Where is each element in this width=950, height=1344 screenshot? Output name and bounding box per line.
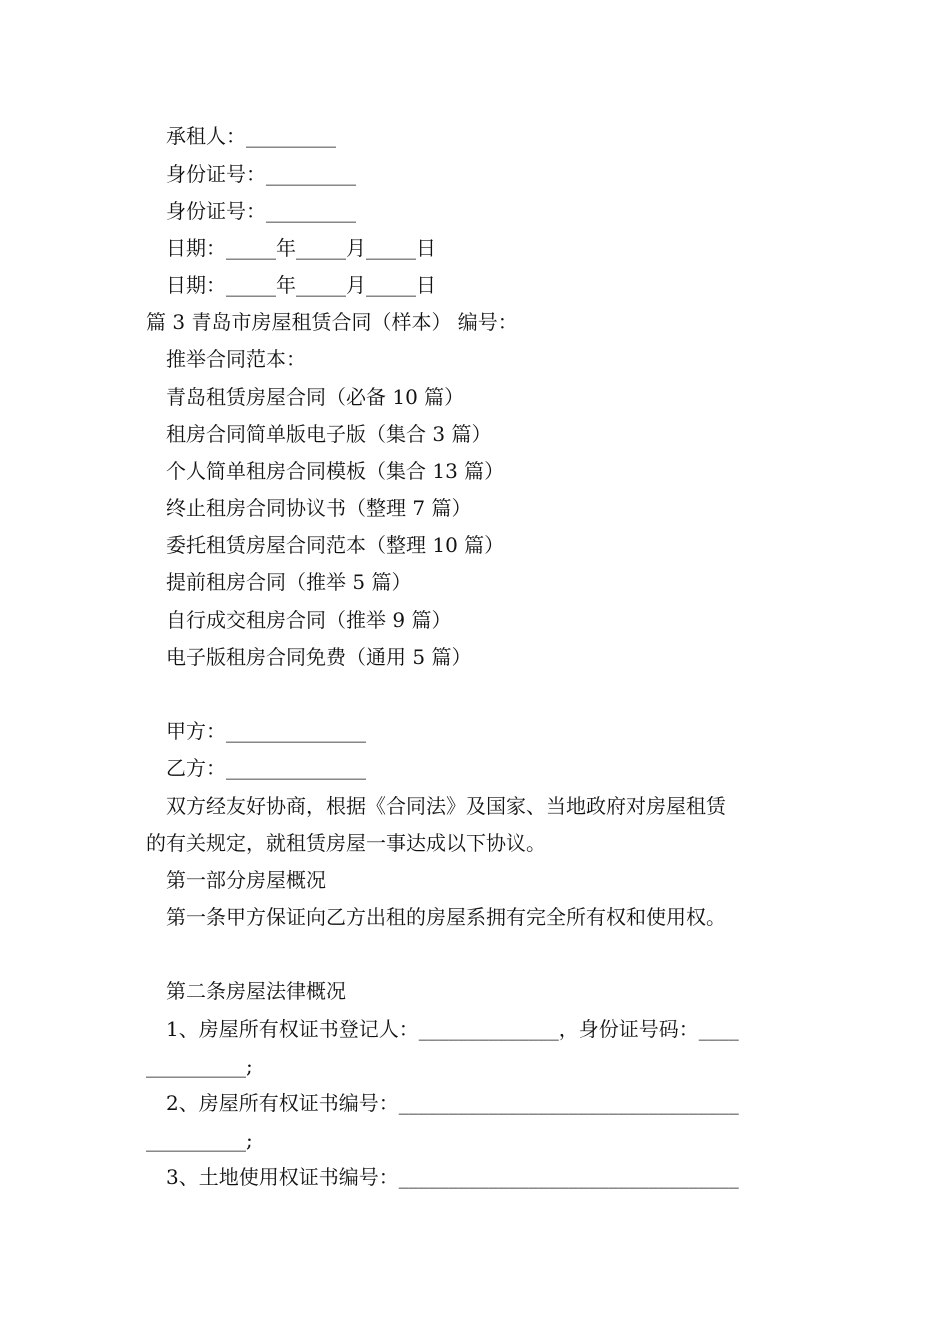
clause-3: 3、土地使用权证书编号：__________________________________ — [166, 1165, 739, 1189]
recommend-item: 自行成交租房合同（推举 9 篇） — [166, 608, 452, 632]
article-one: 第一条甲方保证向乙方出租的房屋系拥有完全所有权和使用权。 — [166, 905, 726, 929]
clause-2: 2、房屋所有权证书编号：__________________________________ — [166, 1091, 739, 1115]
recommend-item: 提前租房合同（推举 5 篇） — [166, 570, 412, 594]
clause-1: 1、房屋所有权证书登记人：______________，身份证号码：____ — [166, 1017, 739, 1041]
lessee-signature-line: 承租人：_________ — [166, 124, 336, 148]
section-heading: 篇 3 青岛市房屋租赁合同（样本） 编号： — [146, 310, 518, 334]
recommend-item: 租房合同简单版电子版（集合 3 篇） — [166, 422, 492, 446]
date-line-1: 日期：_____年_____月_____日 — [166, 236, 436, 260]
recommend-heading: 推举合同范本： — [166, 347, 306, 371]
party-a-line: 甲方：______________ — [166, 719, 366, 743]
recommend-item: 终止租房合同协议书（整理 7 篇） — [166, 496, 472, 520]
recommend-item: 青岛租赁房屋合同（必备 10 篇） — [166, 385, 465, 409]
id-number-line-1: 身份证号：_________ — [166, 162, 356, 186]
part-one-heading: 第一部分房屋概况 — [166, 868, 326, 892]
date-line-2: 日期：_____年_____月_____日 — [166, 273, 436, 297]
clause-2-cont: __________; — [146, 1128, 253, 1152]
agreement-intro-cont: 的有关规定，就租赁房屋一事达成以下协议。 — [146, 831, 546, 855]
recommend-item: 个人简单租房合同模板（集合 13 篇） — [166, 459, 505, 483]
recommend-item: 委托租赁房屋合同范本（整理 10 篇） — [166, 533, 505, 557]
article-two-heading: 第二条房屋法律概况 — [166, 979, 346, 1003]
party-b-line: 乙方：______________ — [166, 756, 366, 780]
id-number-line-2: 身份证号：_________ — [166, 199, 356, 223]
clause-1-cont: __________; — [146, 1054, 253, 1078]
agreement-intro: 双方经友好协商，根据《合同法》及国家、当地政府对房屋租赁 — [166, 794, 726, 818]
recommend-item: 电子版租房合同免费（通用 5 篇） — [166, 645, 472, 669]
